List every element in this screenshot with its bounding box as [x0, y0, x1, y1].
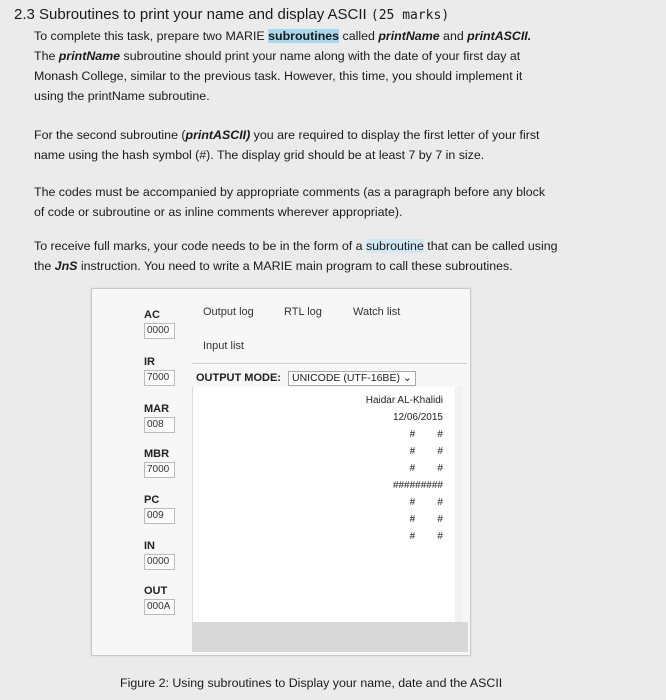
tab-divider: [192, 363, 467, 364]
marie-simulator-screenshot: [91, 288, 471, 656]
output-line: # #: [409, 446, 443, 457]
register-ir: IR 7000: [144, 356, 184, 386]
tab-input-list[interactable]: Input list: [203, 340, 244, 352]
output-line: # #: [409, 497, 443, 508]
register-mbr: MBR 7000: [144, 448, 184, 478]
figure-caption: Figure 2: Using subroutines to Display your name, date and the ASCII: [120, 676, 503, 690]
output-line: # #: [409, 531, 443, 542]
register-in: IN 0000: [144, 540, 184, 570]
output-line: # #: [409, 429, 443, 440]
paragraph-second-subroutine: For the second subroutine (printASCII) you are required to display the first letter of your first name using the hash symbol (#). The display grid should be at least 7 by 7 in size.: [34, 128, 540, 162]
tab-output-log[interactable]: Output log: [203, 306, 254, 318]
tab-watch-list[interactable]: Watch list: [353, 306, 401, 318]
simulator-bottom-bar: [192, 622, 468, 652]
output-line: #########: [392, 480, 443, 491]
section-heading: 2.3 Subroutines to print your name and display ASCII (25 marks): [14, 6, 450, 23]
output-line: Haidar AL-Khalidi: [365, 395, 443, 406]
register-ac: AC 0000: [144, 309, 184, 339]
output-scrollbar[interactable]: [455, 387, 463, 622]
output-line: # #: [409, 514, 443, 525]
tab-rtl-log[interactable]: RTL log: [284, 306, 322, 318]
output-log-panel: [192, 387, 463, 622]
output-line: # #: [409, 463, 443, 474]
paragraph-comments: The codes must be accompanied by appropriate comments (as a paragraph before any block of code or subroutine or as inline comments wherever appropriate).: [34, 185, 546, 219]
register-out: OUT 000A: [144, 585, 184, 615]
register-pc: PC 009: [144, 494, 184, 524]
output-line: 12/06/2015: [392, 412, 443, 423]
paragraph-full-marks: To receive full marks, your code needs to be in the form of a subroutine that can be called using the JnS instruction. You need to write a MARIE main program to call these subroutines.: [34, 239, 558, 273]
output-mode-row: OUTPUT MODE: UNICODE (UTF-16BE) ⌄: [196, 371, 416, 386]
chevron-down-icon: ⌄: [402, 372, 412, 384]
paragraph-task-intro: To complete this task, prepare two MARIE subroutines called printName and printASCII. The printName subroutine should print your name along with the date of your first day at Monash College, similar to the previous task. However, this time, you should implement it using the printName subroutine.: [34, 29, 532, 103]
register-mar: MAR 008: [144, 403, 184, 433]
output-mode-select[interactable]: UNICODE (UTF-16BE) ⌄: [288, 371, 416, 386]
